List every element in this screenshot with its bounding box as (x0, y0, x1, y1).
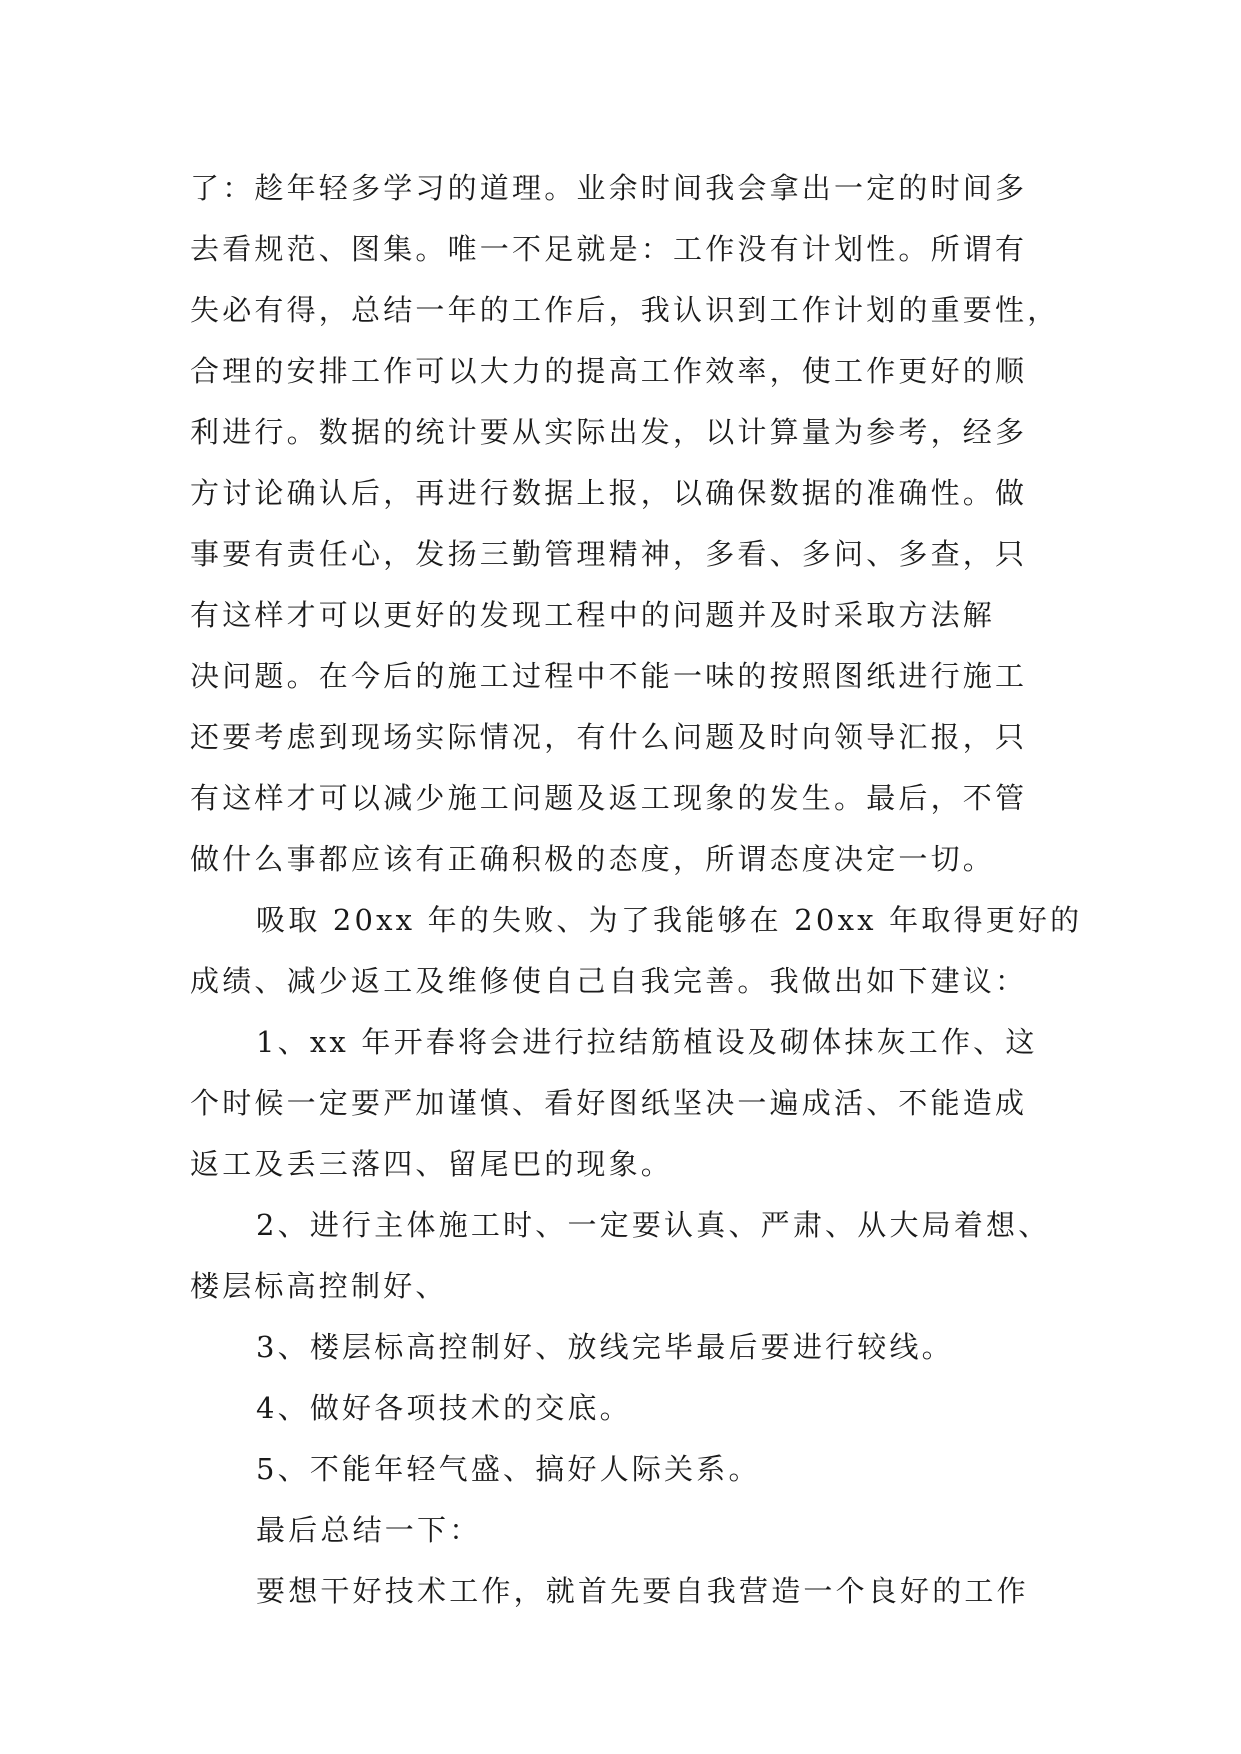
list-item-3: 3、楼层标高控制好、放线完毕最后要进行较线。 (256, 1330, 954, 1364)
text-line: 楼层标高控制好、 (190, 1269, 448, 1303)
text-line: 成绩、减少返工及维修使自己自我完善。我做出如下建议： (190, 964, 1028, 998)
text-line: 返工及丢三落四、留尾巴的现象。 (190, 1147, 674, 1181)
list-item-4: 4、做好各项技术的交底。 (256, 1391, 632, 1425)
text-line: 有这样才可以减少施工问题及返工现象的发生。最后，不管 (190, 781, 1028, 815)
text-line: 事要有责任心，发扬三勤管理精神，多看、多问、多查，只 (190, 537, 1028, 571)
text-line: 做什么事都应该有正确积极的态度，所谓态度决定一切。 (190, 842, 996, 876)
text-line: 有这样才可以更好的发现工程中的问题并及时采取方法解 (190, 598, 996, 632)
list-item-1: 1、xx 年开春将会进行拉结筋植设及砌体抹灰工作、这 (256, 1025, 1038, 1059)
text-line: 合理的安排工作可以大力的提高工作效率，使工作更好的顺 (190, 354, 1028, 388)
text-line: 去看规范、图集。唯一不足就是：工作没有计划性。所谓有 (190, 232, 1028, 266)
text-line: 了：趁年轻多学习的道理。业余时间我会拿出一定的时间多 (190, 171, 1028, 205)
paragraph-first-line: 要想干好技术工作，就首先要自我营造一个良好的工作 (256, 1574, 1029, 1608)
text-line: 方讨论确认后，再进行数据上报，以确保数据的准确性。做 (190, 476, 1028, 510)
text-line: 个时候一定要严加谨慎、看好图纸坚决一遍成活、不能造成 (190, 1086, 1028, 1120)
text-line: 还要考虑到现场实际情况，有什么问题及时向领导汇报，只 (190, 720, 1028, 754)
text-line: 失必有得，总结一年的工作后，我认识到工作计划的重要性， (190, 293, 1060, 327)
text-line: 利进行。数据的统计要从实际出发，以计算量为参考，经多 (190, 415, 1028, 449)
paragraph-first-line: 吸取 20xx 年的失败、为了我能够在 20xx 年取得更好的 (256, 903, 1083, 937)
list-item-2: 2、进行主体施工时、一定要认真、严肃、从大局着想、 (256, 1208, 1051, 1242)
summary-heading: 最后总结一下： (256, 1513, 482, 1547)
document-body (190, 158, 1083, 1622)
text-line: 决问题。在今后的施工过程中不能一味的按照图纸进行施工 (190, 659, 1028, 693)
list-item-5: 5、不能年轻气盛、搞好人际关系。 (256, 1452, 761, 1486)
